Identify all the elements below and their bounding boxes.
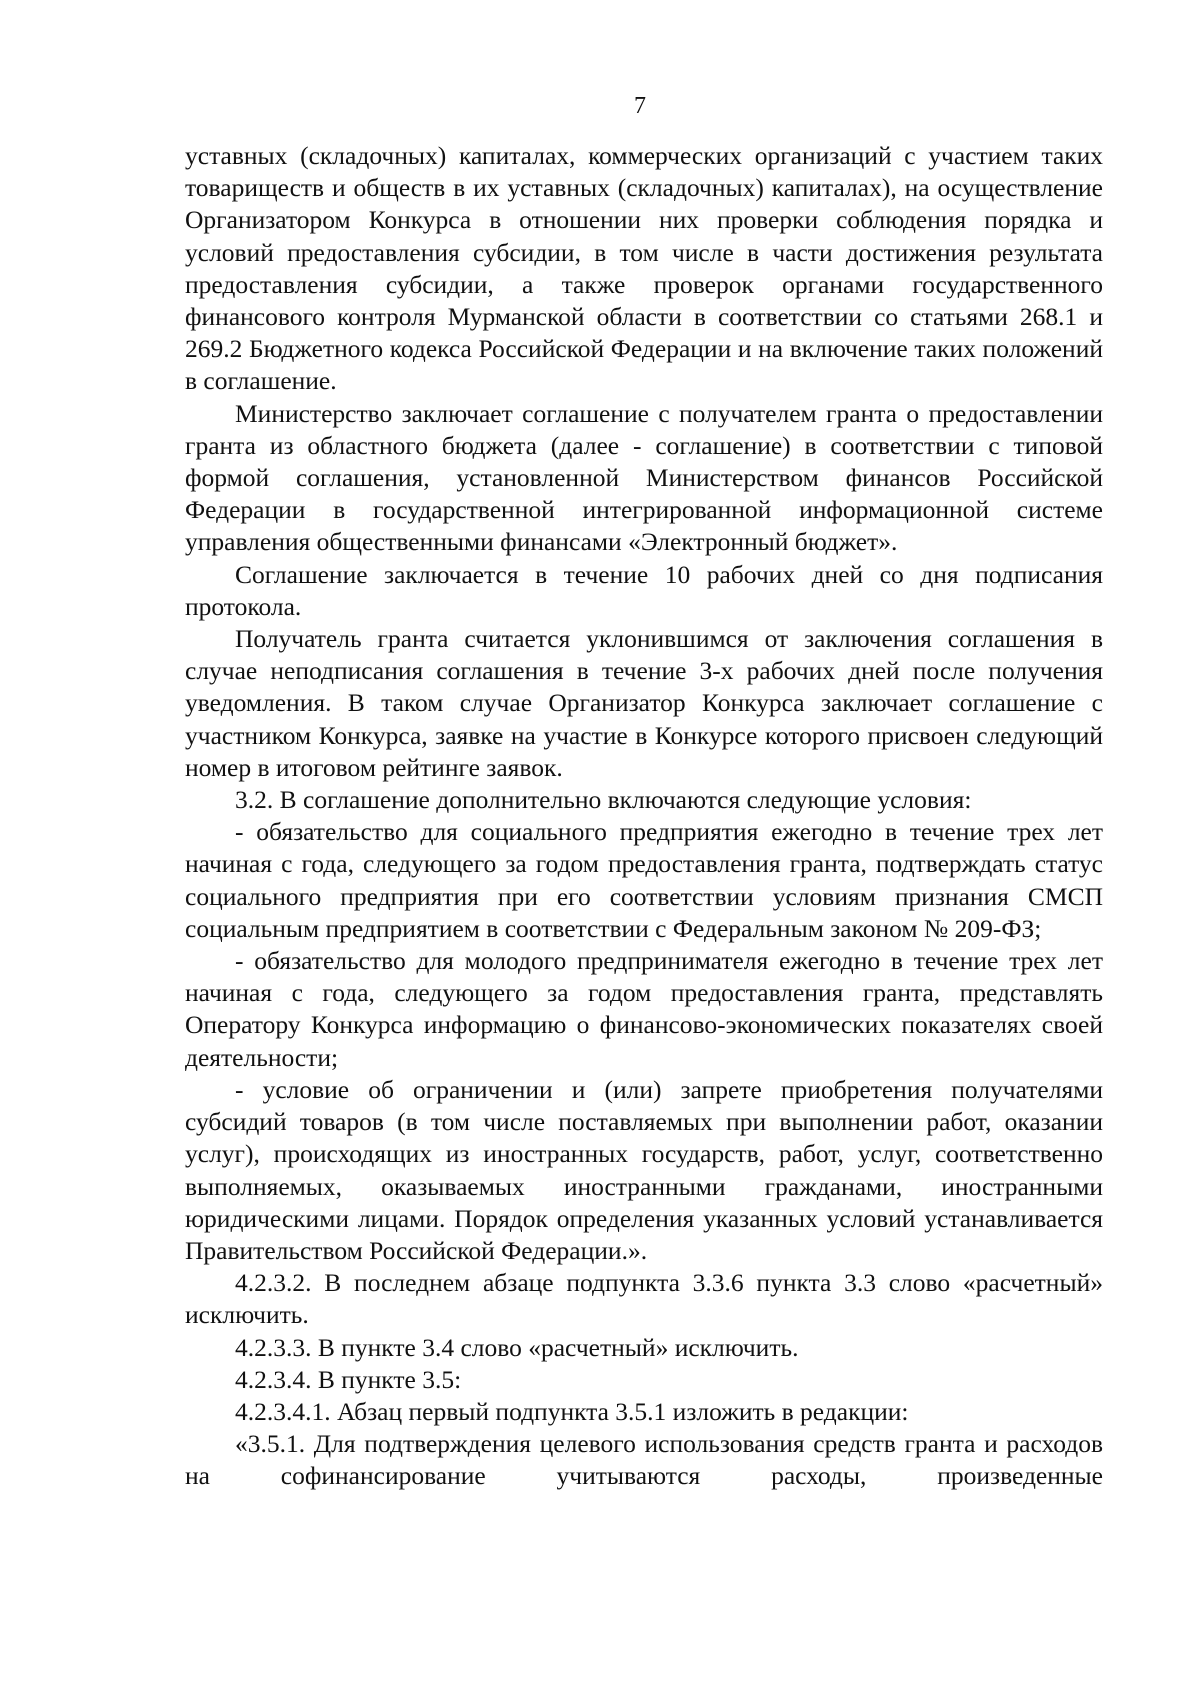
paragraph-7: - обязательство для молодого предпринимателя ежегодно в течение трех лет начиная с года, следующего за годом предоставления гранта, представлять Оператору Конкурса информацию о финансово-экономических показателях своей деятельности; [185,946,1103,1072]
paragraph-6: - обязательство для социального предприятия ежегодно в течение трех лет начиная с года, следующего за годом предоставления гранта, подтверждать статус социального предприятия при его соответствии условиям признания СМСП социальным предприятием в соответствии с Федеральным законом № 209-ФЗ; [185,817,1103,943]
page-number: 7 [634,93,646,119]
paragraph-2: Министерство заключает соглашение с получателем гранта о предоставлении гранта из областного бюджета (далее - соглашение) в соответствии с типовой формой соглашения, установленной Министерством финансов Российской Федерации в государственной интегрированной информационной системе управления общественными финансами «Электронный бюджет». [185,398,1103,557]
paragraph-10: 4.2.3.3. В пункте 3.4 слово «расчетный» исключить. [235,1332,799,1362]
paragraph-9: 4.2.3.2. В последнем абзаце подпункта 3.3.6 пункта 3.3 слово «расчетный» исключить. [185,1268,1103,1330]
document-body [185,140,1103,1493]
paragraph-13: «3.5.1. Для подтверждения целевого использования средств гранта и расходов на софинансирование учитываются расходы, произведенные [185,1429,1103,1491]
paragraph-4: Получатель гранта считается уклонившимся от заключения соглашения в случае неподписания соглашения в течение 3-х рабочих дней после получения уведомления. В таком случае Организатор Конкурса заключает соглашение с участником Конкурса, заявке на участие в Конкурсе которого присвоен следующий номер в итоговом рейтинге заявок. [185,624,1103,782]
paragraph-1: уставных (складочных) капиталах, коммерческих организаций с участием таких товариществ и обществ в их уставных (складочных) капиталах), на осуществление Организатором Конкурса в отношении них проверки соблюдения порядка и условий предоставления субсидии, в том числе в части достижения результата предоставления субсидии, а также проверок органами государственного финансового контроля Мурманской области в соответствии со статьями 268.1 и 269.2 Бюджетного кодекса Российской Федерации и на включение таких положений в соглашение. [185,141,1103,396]
paragraph-3: Соглашение заключается в течение 10 рабочих дней со дня подписания протокола. [185,559,1103,621]
paragraph-8: - условие об ограничении и (или) запрете приобретения получателями субсидий товаров (в том числе поставляемых при выполнении работ, оказании услуг), происходящих из иностранных государств, работ, услуг, соответственно выполняемых, оказываемых иностранными гражданами, иностранными юридическими лицами. Порядок определения указанных условий устанавливается Правительством Российской Федерации.». [185,1074,1103,1265]
paragraph-5: 3.2. В соглашение дополнительно включаются следующие условия: [235,785,972,815]
paragraph-11: 4.2.3.4. В пункте 3.5: [235,1364,462,1394]
paragraph-12: 4.2.3.4.1. Абзац первый подпункта 3.5.1 изложить в редакции: [235,1396,909,1426]
